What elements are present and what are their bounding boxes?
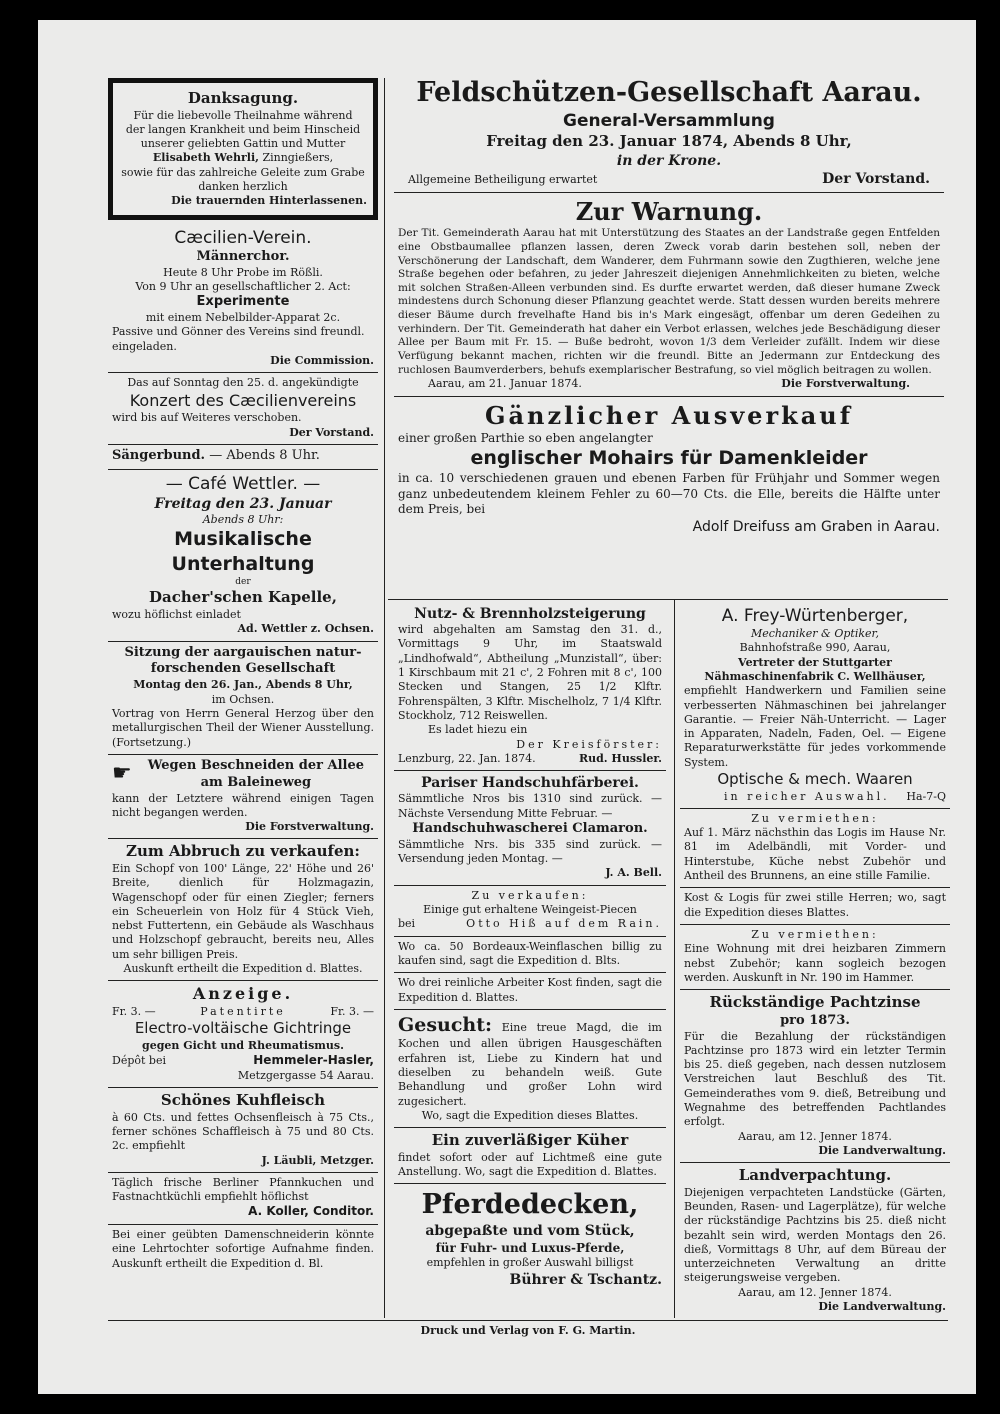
kost-logis-text: Kost & Logis für zwei stille Herren; wo, sagt die Expedition dieses Blattes. [684,891,946,919]
allee-signature: Die Forstverwaltung. [245,820,374,834]
kost-logis-ad [680,888,950,925]
pachtzinse-ad [680,990,950,1163]
saengerbund-time: — Abends 8 Uhr. [209,447,320,463]
gesucht-text: Eine treue Magd, die im Kochen und allen übrigen Hausgeschäften erfahren ist, Liebe zu Kindern hat und dieselben zu behandeln weiß. Gute Behandlung und großer Lohn wird zugesichert. [398,1020,662,1108]
allee-ad [108,755,378,840]
holz-signature: Rud. Hussler. [578,751,662,765]
anzeige-address: Metzgergasse 54 Aarau. [237,1068,374,1082]
cafe-der: der [235,576,251,587]
anzeige-sub: gegen Gicht und Rheumatismus. [142,1038,344,1052]
gesucht-title: Gesucht: [398,1013,492,1036]
cafe-event: Musikalische Unterhaltung [171,528,315,576]
frey-title: A. Frey-Würtenberger, [721,606,909,626]
pachtzinse-signature: Die Landverwaltung. [818,1143,946,1157]
pachtzinse-text: Für die Bezahlung der rückständigen Pachtzinse pro 1873 wird ein letzter Termin bis 25. dieß gegeben, nach dessen nutzlosem Verstreichen laut Beschluß des Tit. Gemeinderathes vom 9. dieß, Betreibung und Wegnahme des betreffenden Pachtlandes erfolgt. [684,1029,946,1129]
ausverkauf-title: Gänzlicher Ausverkauf [484,400,854,430]
bordeaux-ad [394,937,666,974]
weingeist-head: Zu verkaufen: [471,888,589,902]
pariser-ad [394,771,666,886]
deceased-name: Elisabeth Wehrli, [152,151,259,165]
konzert-line: wird bis auf Weiteres verschoben. [112,411,302,425]
sitzung-title: Sitzung der aargauischen natur- [124,644,362,660]
logis-head: Zu vermiethen: [751,811,879,825]
abbruch-title: Zum Abbruch zu verkaufen: [126,842,360,861]
saengerbund-title: Sängerbund. [112,447,206,463]
pferdedecken-title: Pferdedecken, [421,1189,639,1221]
danksagung-line: danken herzlich [198,179,288,193]
kost-arbeiter-ad [394,973,666,1010]
sitzung-title: forschenden Gesellschaft [150,661,336,677]
gesucht-ad [394,1010,666,1128]
landverpachtung-ad [680,1163,950,1318]
right-middle-column [394,602,666,1318]
column-rule [674,600,675,1318]
column-rule [384,78,385,1318]
pferdedecken-line: für Fuhr- und Luxus-Pferde, [435,1240,625,1255]
kueher-text: findet sofort oder auf Lichtmeß eine gute Anstellung. Wo, sagt die Expedition d. Blattes. [398,1150,662,1179]
frey-code: Ha-7-Q [906,789,946,803]
danksagung-line: unserer geliebten Gattin und Mutter [140,137,346,151]
warnung-text: Der Tit. Gemeinderath Aarau hat mit Unterstützung des Staates an der Landstraße gegen Entfelden eine Obstbaumallee pflanzen lassen, deren Zweck vorab darin bestehen soll, neben der Verschönerung der Landschaft, dem Wanderer, dem Fuhrmann sowie den Zugthieren, welche jene Straße begehen oder befahren, zu jeder Jahreszeit diejenigen Annehmlichkeiten zu bieten, welche mit solchen Straßen-Alleen verbunden sind. Es durfte erwartet werden, daß dieser humane Zweck mindestens durch Schonung dieser Pflanzung geachtet werde. Statt dessen wurden bereits mehrere dieser Bäume durch frevelhafte Hand bis in's Mark eingesägt, offenbar um deren Gedeihen zu verhindern. Der Tit. Gemeinderath hat daher ein Verbot erlassen, welches jede Beschädigung dieser Allee per Baum mit Fr. 15. — Buße bedroht, wovon 1/3 dem Verleider zufällt. Indem wir diese Verfügung bekannt machen, richten wir die freundl. Bitte an Jedermann zur Entdeckung des ruchlosen Baumverderbers, behufs exemplarischer Bestrafung, so viel möglich beitragen zu wollen. [398,227,940,376]
right-upper [394,72,944,617]
ausverkauf-product: englischer Mohairs für Damenkleider [470,447,868,470]
anzeige-title: Anzeige. [192,984,294,1004]
caecilien-signature: Die Commission. [270,353,374,367]
feldschuetzen-title: Feldschützen-Gesellschaft Aarau. [416,77,922,108]
koller-text: Täglich frische Berliner Pfannkuchen und Fastnachtküchli empfiehlt höflichst [112,1175,374,1204]
damenschneiderin-ad [108,1225,378,1275]
feldschuetzen-place: in der Krone. [616,152,722,169]
anzeige-vendor: Hemmeler-Hasler, [253,1053,374,1068]
frey-ad [680,602,950,809]
feldschuetzen-line: Allgemeine Betheiligung erwartet [408,172,598,186]
feldschuetzen-ad [394,72,944,193]
pariser-title: Pariser Handschuhfärberei. [421,775,639,792]
left-column [108,78,378,1318]
caecilien-sub: Männerchor. [196,248,290,264]
danksagung-signature: Die trauernden Hinterlassenen. [171,194,367,208]
holz-date: Lenzburg, 22. Jan. 1874. [398,751,536,765]
danksagung-line: Für die liebevolle Theilnahme während [133,108,353,122]
landverpachtung-signature: Die Landverwaltung. [818,1300,946,1314]
kuhfleisch-ad [108,1088,378,1173]
ausverkauf-signature: Adolf Dreifuss am Graben in Aarau. [692,518,940,535]
warnung-title: Zur Warnung. [575,197,763,227]
newspaper-page [38,20,976,1394]
konzert-ad [108,373,378,445]
frey-address: Bahnhofstraße 990, Aarau, [739,641,891,655]
kuhfleisch-signature: J. Läubli, Metzger. [261,1153,374,1167]
cafe-time: Abends 8 Uhr: [202,513,284,527]
pointing-hand-icon: ☛ [112,761,132,787]
kueher-title: Ein zuverläßiger Küher [431,1131,629,1150]
danksagung-line: sowie für das zahlreiche Geleite zum Grabe [121,165,365,179]
imprint-footer: Druck und Verlag von F. G. Martin. [420,1324,636,1337]
weingeist-line: Einige gut erhaltene Weingeist-Piecen [423,903,637,917]
sitzung-text: Vortrag von Herrn General Herzog über den metallurgischen Theil der Wiener Ausstellung. (Fortsetzung.) [112,706,374,749]
kueher-ad [394,1128,666,1184]
saengerbund-ad [108,445,378,470]
konzert-title: Konzert des Cæcilienvereins [129,390,357,410]
anzeige-depot: Dépôt bei [112,1054,166,1068]
warnung-signature: Die Forstverwaltung. [781,377,910,391]
cafe-date: Freitag den 23. Januar [154,495,332,512]
caecilien-experimente: Experimente [196,294,290,310]
koller-ad [108,1173,378,1225]
holz-title: Nutz- & Brennholzsteigerung [414,606,646,622]
allee-text: kann der Letztere während einigen Tagen nicht begangen werden. [112,791,374,819]
section-rule [388,599,948,600]
ausverkauf-ad [394,397,944,540]
abbruch-line: Auskunft ertheilt die Expedition d. Blattes. [123,962,363,976]
kuhfleisch-title: Schönes Kuhfleisch [160,1091,326,1110]
konzert-signature: Der Vorstand. [289,425,374,439]
anzeige-product: Electro-voltäische Gichtringe [134,1019,352,1038]
cafe-title: — Café Wettler. — [165,473,321,494]
warnung-ad [394,193,944,397]
pferdedecken-ad [394,1184,666,1292]
danksagung-notice [108,78,378,220]
ausverkauf-line: einer großen Parthie so eben angelangter [398,430,653,445]
bordeaux-text: Wo ca. 50 Bordeaux-Weinflaschen billig zu kaufen sind, sagt die Expedition d. Blts. [398,939,662,967]
weingeist-bei: bei [398,917,416,931]
cafe-signature: Ad. Wettler z. Ochsen. [237,622,374,636]
wohnung-text: Eine Wohnung mit drei heizbaren Zimmern nebst Zubehör; kann sogleich bezogen werden. Auskunft in Nr. 190 im Hammer. [684,942,946,984]
wohnung-head: Zu vermiethen: [751,927,879,941]
caecilien-line: Passive und Gönner des Vereins sind freundl. eingeladen. [112,325,365,353]
pariser-line: Sämmtliche Nros bis 1310 sind zurück. — Nächste Versendung Mitte Februar. — [398,792,662,820]
weingeist-ad [394,886,666,937]
pariser-title2: Handschuhwascherei Clamaron. [412,820,648,836]
kost-arbeiter-text: Wo drei reinliche Arbeiter Kost finden, sagt die Expedition d. Blattes. [398,976,662,1004]
holzsteigerung-ad [394,602,666,771]
pariser-signature: J. A. Bell. [605,866,662,880]
pachtzinse-date: Aarau, am 12. Jenner 1874. [738,1129,892,1143]
sitzung-ad [108,642,378,755]
caecilien-line: mit einem Nebelbilder-Apparat 2c. [145,311,341,325]
allee-title: am Baleineweg [200,774,312,790]
landverpachtung-text: Diejenigen verpachteten Landstücke (Gärten, Beunden, Rasen- und Lagerplätze), für welche der rückständige Pachtzins bis 25. dieß nicht bezahlt sein wird, werden Montags den 26. dieß, Vormittags 8 Uhr, auf dem Büreau der unterzeichneten Verwaltung an dritte steigerungsweise vergeben. [684,1185,946,1285]
holz-line: Der Kreisförster: [516,737,662,751]
landverpachtung-title: Landverpachtung. [738,1166,892,1185]
ausverkauf-text: in ca. 10 verschiedenen grauen und ebenen Farben für Frühjahr und Sommer wegen ganz unbedeutendem kleinem Fehler zu 60—70 Cts. die Elle, bereits die Hälfte unter dem Preis, bei [398,471,940,517]
pachtzinse-title: Rückständige Pachtzinse [709,993,921,1012]
anzeige-price: Fr. 3. — [112,1005,156,1019]
danksagung-title: Danksagung. [187,89,299,107]
caecilien-line: Heute 8 Uhr Probe im Rößli. [163,265,323,279]
sitzung-place: im Ochsen. [211,692,275,706]
logis-ad [680,809,950,888]
cafe-kapelle: Dacher'schen Kapelle, [149,588,337,607]
landverpachtung-date: Aarau, am 12. Jenner 1874. [738,1285,892,1299]
danksagung-line: der langen Krankheit und beim Hinscheid [125,122,361,136]
wohnung-ad [680,925,950,990]
pferdedecken-line: abgepaßte und vom Stück, [425,1223,635,1240]
caecilien-verein-ad [108,224,378,374]
holz-text: wird abgehalten am Samstag den 31. d., Vormittags 9 Uhr, im Staatswald „Lindhofwald“, Abtheilung „Munzistall“, über: 1 Kirschbaum mit 21 c', 2 Fohren mit 8 c', 100 Stecken und Stangen, 25 1/2 Klftr. Fohrenspälten, 3 Klftr. Mischelholz, 7 1/4 Klftr. Stockholz, 712 Reiswellen. [398,623,662,722]
sitzung-date: Montag den 26. Jan., Abends 8 Uhr, [133,678,353,692]
frey-line: Vertreter der Stuttgarter Nähmaschinenfabrik C. Wellhäuser, [704,655,926,683]
feldschuetzen-date: Freitag den 23. Januar 1874, Abends 8 Uhr, [486,132,852,151]
holz-line: Es ladet hiezu ein [428,723,528,737]
warnung-date: Aarau, am 21. Januar 1874. [428,377,582,391]
weingeist-vendor: Otto Hiß auf dem Rain. [466,917,662,931]
anzeige-price: Fr. 3. — [330,1005,374,1019]
pferdedecken-signature: Bührer & Tschantz. [509,1271,662,1288]
frey-text: empfiehlt Handwerkern und Familien seine verbesserten Nähmaschinen bei jahrelanger Garantie. — Freier Näh-Unterricht. — Lager in Apparaten, Nadeln, Faden, Oel. — Eigene Reparaturwerkstätte für jedes vorkommende System. [684,684,946,769]
damen-text: Bei einer geübten Damenschneiderin könnte eine Lehrtochter sofortige Aufnahme finden. Auskunft ertheilt die Expedition d. Bl. [112,1228,374,1270]
abbruch-ad [108,839,378,981]
pariser-line: Sämmtliche Nrs. bis 335 sind zurück. — Versendung jeden Montag. — [398,837,662,866]
cafe-wettler-ad [108,470,378,642]
feldschuetzen-signature: Der Vorstand. [822,170,930,187]
caecilien-title: Cæcilien-Verein. [174,227,312,248]
frey-sub: Mechaniker & Optiker, [750,627,880,641]
koller-signature: A. Koller, Conditor. [248,1204,374,1219]
anzeige-patent: Patentirte [200,1005,286,1019]
footer-rule [108,1320,948,1321]
deceased-title: Zinngießers, [262,151,334,165]
logis-text: Auf 1. März nächsthin das Logis im Hause Nr. 81 im Adelbändli, mit Vorder- und Hinterstube, Küche nebst Zubehör und Antheil des Brunnens, an eine stille Familie. [684,826,946,883]
right-right-column [680,602,950,1318]
pachtzinse-year: pro 1873. [780,1012,850,1028]
frey-line: in reicher Auswahl. [724,789,890,803]
anzeige-ad [108,981,378,1088]
feldschuetzen-sub: General-Versammlung [563,111,775,132]
cafe-line: wozu höflichst einladet [112,607,241,621]
konzert-line: Das auf Sonntag den 25. d. angekündigte [127,376,359,390]
gesucht-line: Wo, sagt die Expedition dieses Blattes. [421,1108,639,1122]
caecilien-line: Von 9 Uhr an gesellschaftlicher 2. Act: [135,279,351,293]
frey-optische: Optische & mech. Waaren [717,770,913,789]
pferdedecken-line: empfehlen in großer Auswahl billigst [426,1256,634,1270]
allee-title: Wegen Beschneiden der Allee [147,757,365,773]
abbruch-text: Ein Schopf von 100' Länge, 22' Höhe und 26' Breite, dienlich für Holzmagazin, Wagenschopf oder für einen Ziegler; ferners ein Scheuerlein von Holz für 4 Stück Vieh, nebst Futtertenn, ein Gebäude als Waschhaus und Holzschopf gebraucht, bereits neu, Alles um sehr billigen Preis. [112,861,374,961]
kuhfleisch-text: à 60 Cts. und fettes Ochsenfleisch à 75 Cts., ferner schönes Schaffleisch à 75 und 80 Cts. 2c. empfiehlt [112,1110,374,1153]
